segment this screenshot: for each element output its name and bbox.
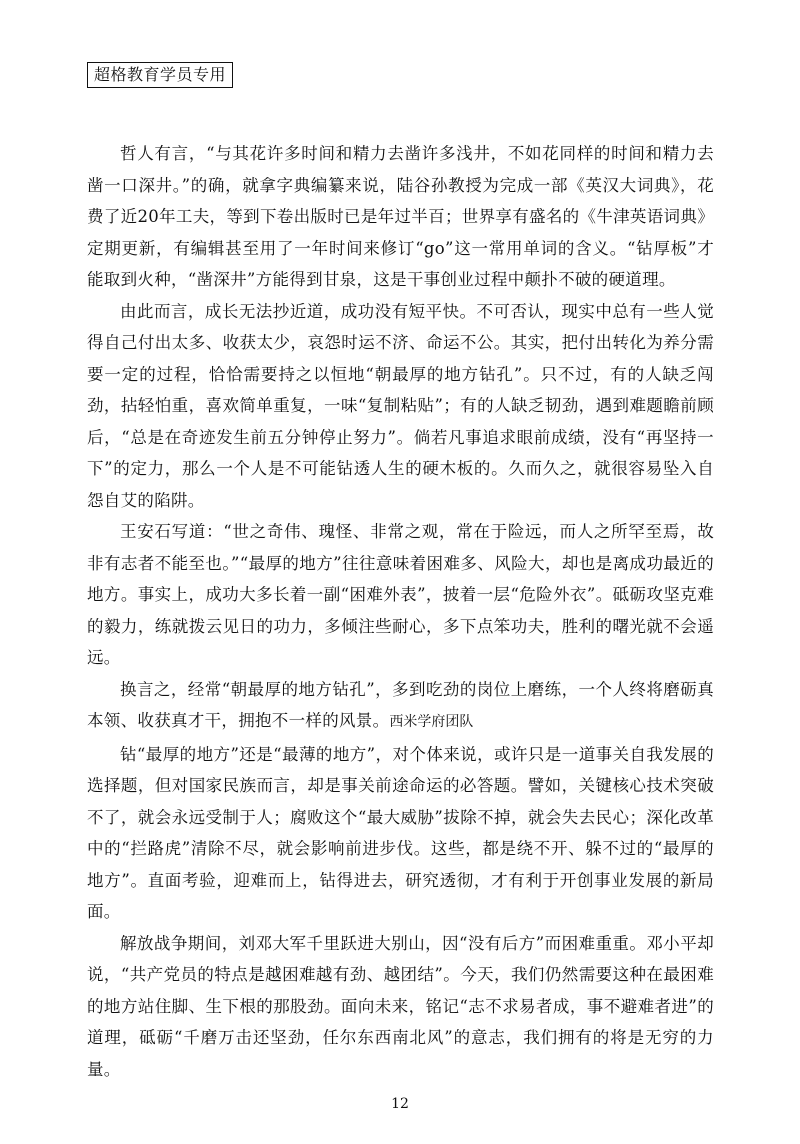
paragraph-text: 由此而言，成长无法抄近道，成功没有短平快。不可否认，现实中总有一些人觉得自己付出太多、收获太少，哀怨时运不济、命运不公。其实，把付出转化为养分需要一定的过程，恰恰需要持之以恒地“朝最厚的地方钻孔”。只不过，有的人缺乏闯劲，拈轻怕重，喜欢简单重复，一味“复制粘贴”；有的人缺乏韧劲，遇到难题瞻前顾后，“总是在奇迹发生前五分钟停止努力”。倘若凡事追求眼前成绩，没有“再坚持一下”的定力，那么一个人是不可能钻透人生的硬木板的。久而久之，就很容易坠入自怨自艾的陷阱。 bbox=[87, 301, 714, 510]
paragraph-1 bbox=[87, 138, 714, 296]
header-label: 超格教育学员专用 bbox=[87, 62, 233, 88]
paragraph-6 bbox=[87, 928, 714, 1086]
paragraph-3 bbox=[87, 516, 714, 674]
paragraph-text: 钻“最厚的地方”还是“最薄的地方”，对个体来说，或许只是一道事关自我发展的选择题，但对国家民族而言，却是事关前途命运的必答题。譬如，关键核心技术突破不了，就会永远受制于人；腐败这个“最大威胁”拔除不掉，就会失去民心；深化改革中的“拦路虎”清除不尽，就会影响前进步伐。这些，都是绕不开、躲不过的“最厚的地方”。直面考验，迎难而上，钻得进去，研究透彻，才有利于开创事业发展的新局面。 bbox=[87, 744, 714, 921]
paragraph-4 bbox=[87, 674, 714, 739]
article-body bbox=[87, 138, 714, 1085]
paragraph-text: 解放战争期间，刘邓大军千里跃进大别山，因“没有后方”而困难重重。邓小平却说，“共产党员的特点是越困难越有劲、越团结”。今天，我们仍然需要这种在最困难的地方站住脚、生下根的那股劲。面向未来，铭记“志不求易者成，事不避难者进”的道理，砥砺“千磨万击还坚劲，任尔东西南北风”的意志，我们拥有的将是无穷的力量。 bbox=[87, 933, 714, 1079]
paragraph-2 bbox=[87, 296, 714, 517]
paragraph-text: 换言之，经常“朝最厚的地方钻孔”，多到吃劲的岗位上磨练，一个人终将磨砺真本领、收获真才干，拥抱不一样的风景。 bbox=[87, 679, 714, 730]
watermark-text: 西米学府团队 bbox=[389, 714, 474, 730]
page-number: 12 bbox=[391, 1096, 409, 1112]
paragraph-5 bbox=[87, 739, 714, 928]
paragraph-text: 王安石写道：“世之奇伟、瑰怪、非常之观，常在于险远，而人之所罕至焉，故非有志者不能至也。”“最厚的地方”往往意味着困难多、风险大，却也是离成功最近的地方。事实上，成功大多长着一副“困难外表”，披着一层“危险外衣”。砥砺攻坚克难的毅力，练就拨云见日的功力，多倾注些耐心，多下点笨功夫，胜利的曙光就不会遥远。 bbox=[87, 522, 714, 667]
paragraph-text: 哲人有言，“与其花许多时间和精力去凿许多浅井，不如花同样的时间和精力去凿一口深井。”的确，就拿字典编纂来说，陆谷孙教授为完成一部《英汉大词典》，花费了近20年工夫，等到下卷出版时已是年过半百；世界享有盛名的《牛津英语词典》定期更新，有编辑甚至用了一年时间来修订“go”这一常用单词的含义。“钻厚板”才能取到火种，“凿深井”方能得到甘泉，这是干事创业过程中颠扑不破的硬道理。 bbox=[87, 144, 714, 289]
